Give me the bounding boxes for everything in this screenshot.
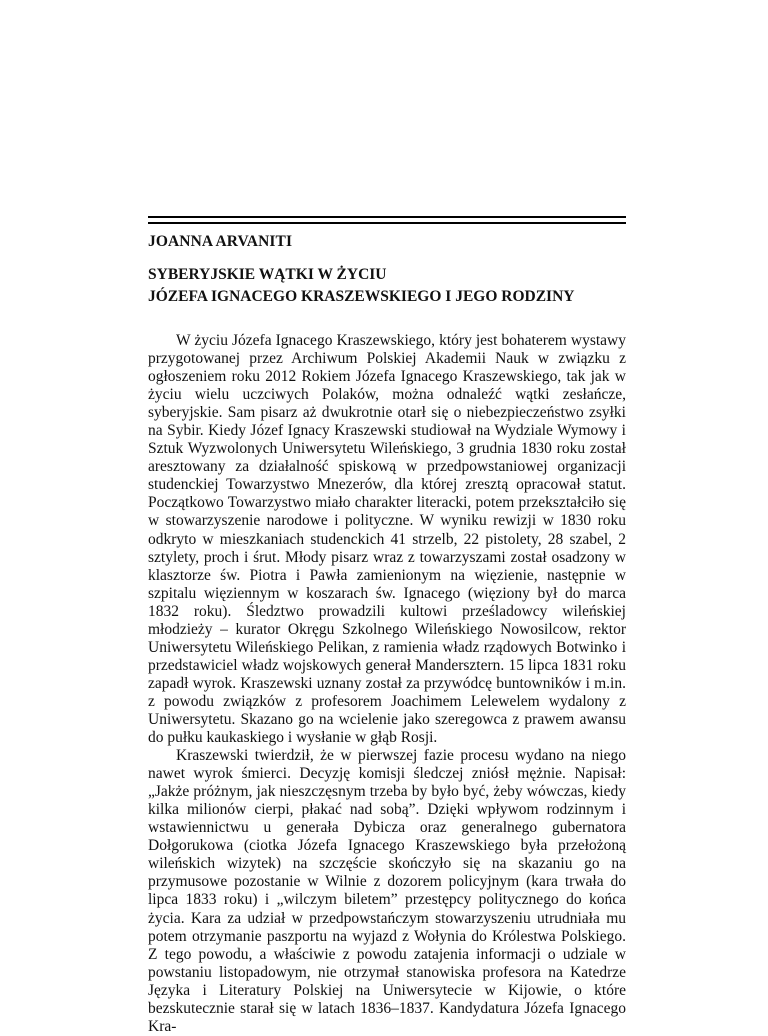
body-paragraph: Kraszewski twierdził, że w pierwszej fazie procesu wydano na niego nawet wyrok śmierci. Decyzję komisji śledczej zniósł mężnie. Napisał: „Jakże próżnym, jak nieszczęsnym trzeba by było być, żeby wówczas, kiedy kilka milionów cierpi, płakać nad sobą”. Dzięki wpływom rodzinnym i wstawiennictwu u generała Dybicza oraz generalnego gubernatora Dołgorukowa (ciotka Józefa Ignacego Kraszewskiego była przełożoną wileńskich wizytek) na szczęście skończyło się na skazaniu go na przymusowe pozostanie w Wilnie z dozorem policyjnym (kara trwała do lipca 1833 roku) i „wilczym biletem” przestępcy politycznego do końca życia. Kara za udział w przedpowstańczym stowarzyszeniu utrudniała mu potem otrzymanie paszportu na wyjazd z Wołynia do Królestwa Polskiego. Z tego powodu, a właściwie z powodu zatajenia informacji o udziale w powstaniu listopadowym, nie otrzymał stanowiska profesora na Katedrze Języka i Literatury Polskiej na Uniwersytecie w Kijowie, o które bezskutecznie starał się w latach 1836–1837. Kandydatura Józefa Ignacego Kra- bbox=[148, 747, 626, 1035]
article-body bbox=[148, 332, 626, 1036]
title-line: SYBERYJSKIE WĄTKI W ŻYCIU bbox=[148, 266, 387, 283]
header-rule-top bbox=[148, 216, 626, 218]
title-line: JÓZEFA IGNACEGO KRASZEWSKIEGO I JEGO RODZINY bbox=[148, 288, 575, 305]
header-rule-bottom bbox=[148, 222, 626, 224]
author-name: JOANNA ARVANITI bbox=[148, 233, 293, 250]
article-title bbox=[148, 264, 628, 308]
body-paragraph: W życiu Józefa Ignacego Kraszewskiego, który jest bohaterem wystawy przygotowanej przez Archiwum Polskiej Akademii Nauk w związku z ogłoszeniem roku 2012 Rokiem Józefa Ignacego Kraszewskiego, tak jak w życiu wielu uczciwych Polaków, można odnaleźć wątki zesłańcze, syberyjskie. Sam pisarz aż dwukrotnie otarł się o niebezpieczeństwo zsyłki na Sybir. Kiedy Józef Ignacy Kraszewski studiował na Wydziale Wymowy i Sztuk Wyzwolonych Uniwersytetu Wileńskiego, 3 grudnia 1830 roku został aresztowany za działalność spiskową w przedpowstaniowej organizacji studenckiej Towarzystwo Mnezerów, dla której zresztą opracował statut. Początkowo Towarzystwo miało charakter literacki, potem przekształciło się w stowarzyszenie narodowe i polityczne. W wyniku rewizji w 1830 roku odkryto w mieszkaniach studenckich 41 strzelb, 22 pistolety, 28 szabel, 2 sztylety, proch i śrut. Młody pisarz wraz z towarzyszami został osadzony w klasztorze św. Piotra i Pawła zamienionym na więzienie, następnie w szpitalu więziennym w koszarach św. Ignacego (więziony był do marca 1832 roku). Śledztwo prowadzili kultowi prześladowcy wileńskiej młodzieży – kurator Okręgu Szkolnego Wileńskiego Nowosilcow, rektor Uniwersytetu Wileńskiego Pelikan, z ramienia władz rządowych Botwinko i przedstawiciel władz wojskowych generał Mandersztern. 15 lipca 1831 roku zapadł wyrok. Kraszewski uznany został za przywódcę buntowników i m.in. z powodu związków z profesorem Joachimem Lelewelem wydalony z Uniwersytetu. Skazano go na wcielenie jako szeregowca z prawem awansu do pułku kaukaskiego i wysłanie w głąb Rosji. bbox=[148, 332, 626, 747]
